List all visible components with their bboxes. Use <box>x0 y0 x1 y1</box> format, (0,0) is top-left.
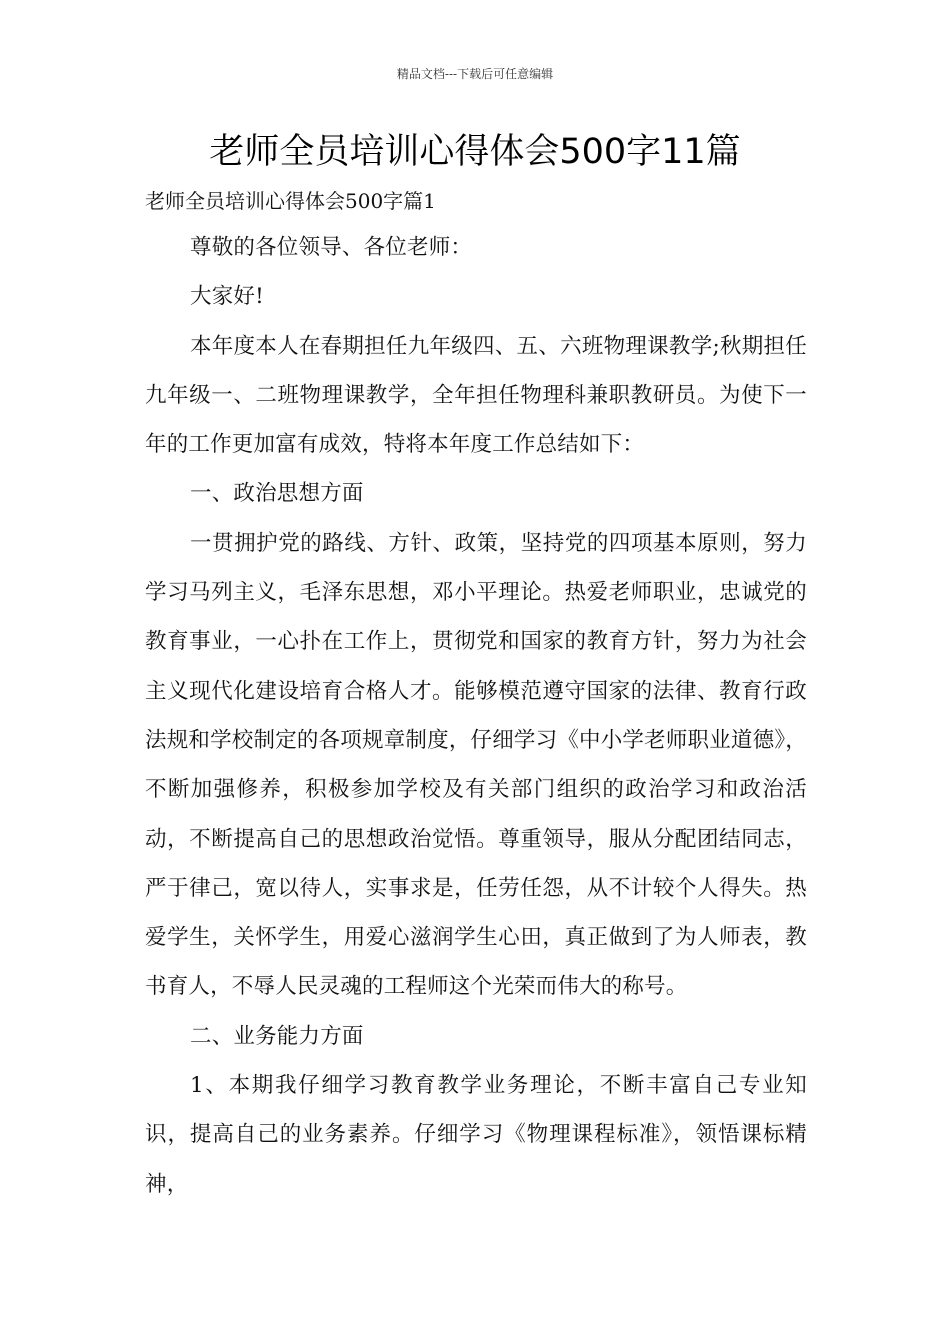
document-body <box>145 223 807 1209</box>
greeting: 大家好! <box>190 284 264 310</box>
section-heading-ability: 二、业务能力方面 <box>190 1023 364 1049</box>
section-heading-politics: 一、政治思想方面 <box>190 481 364 507</box>
intro-paragraph: 本年度本人在春期担任九年级四、五、六班物理课教学;秋期担任九年级一、二班物理课教学，全年担任物理科兼职教研员。为使下一年的工作更加富有成效，特将本年度工作总结如下： <box>145 333 807 458</box>
header-note: 精品文档---下载后可任意编辑 <box>396 67 554 81</box>
section-subtitle: 老师全员培训心得体会500字篇1 <box>145 189 436 213</box>
politics-paragraph: 一贯拥护党的路线、方针、政策，坚持党的四项基本原则，努力学习马列主义，毛泽东思想，邓小平理论。热爱老师职业，忠诚党的教育事业，一心扑在工作上，贯彻党和国家的教育方针，努力为社会主义现代化建设培育合格人才。能够模范遵守国家的法律、教育行政法规和学校制定的各项规章制度，仔细学习《中小学老师职业道德》，不断加强修养，积极参加学校及有关部门组织的政治学习和政治活动，不断提高自己的思想政治觉悟。尊重领导，服从分配团结同志，严于律己，宽以待人，实事求是，任劳任怨，从不计较个人得失。热爱学生，关怀学生，用爱心滋润学生心田，真正做到了为人师表，教书育人，不辱人民灵魂的工程师这个光荣而伟大的称号。 <box>145 530 807 1000</box>
document-title: 老师全员培训心得体会500字11篇 <box>209 132 741 172</box>
salutation: 尊敬的各位领导、各位老师： <box>190 235 473 260</box>
ability-paragraph: 1、本期我仔细学习教育教学业务理论，不断丰富自己专业知识，提高自己的业务素养。仔细学习《物理课程标准》，领悟课标精神， <box>145 1073 807 1197</box>
